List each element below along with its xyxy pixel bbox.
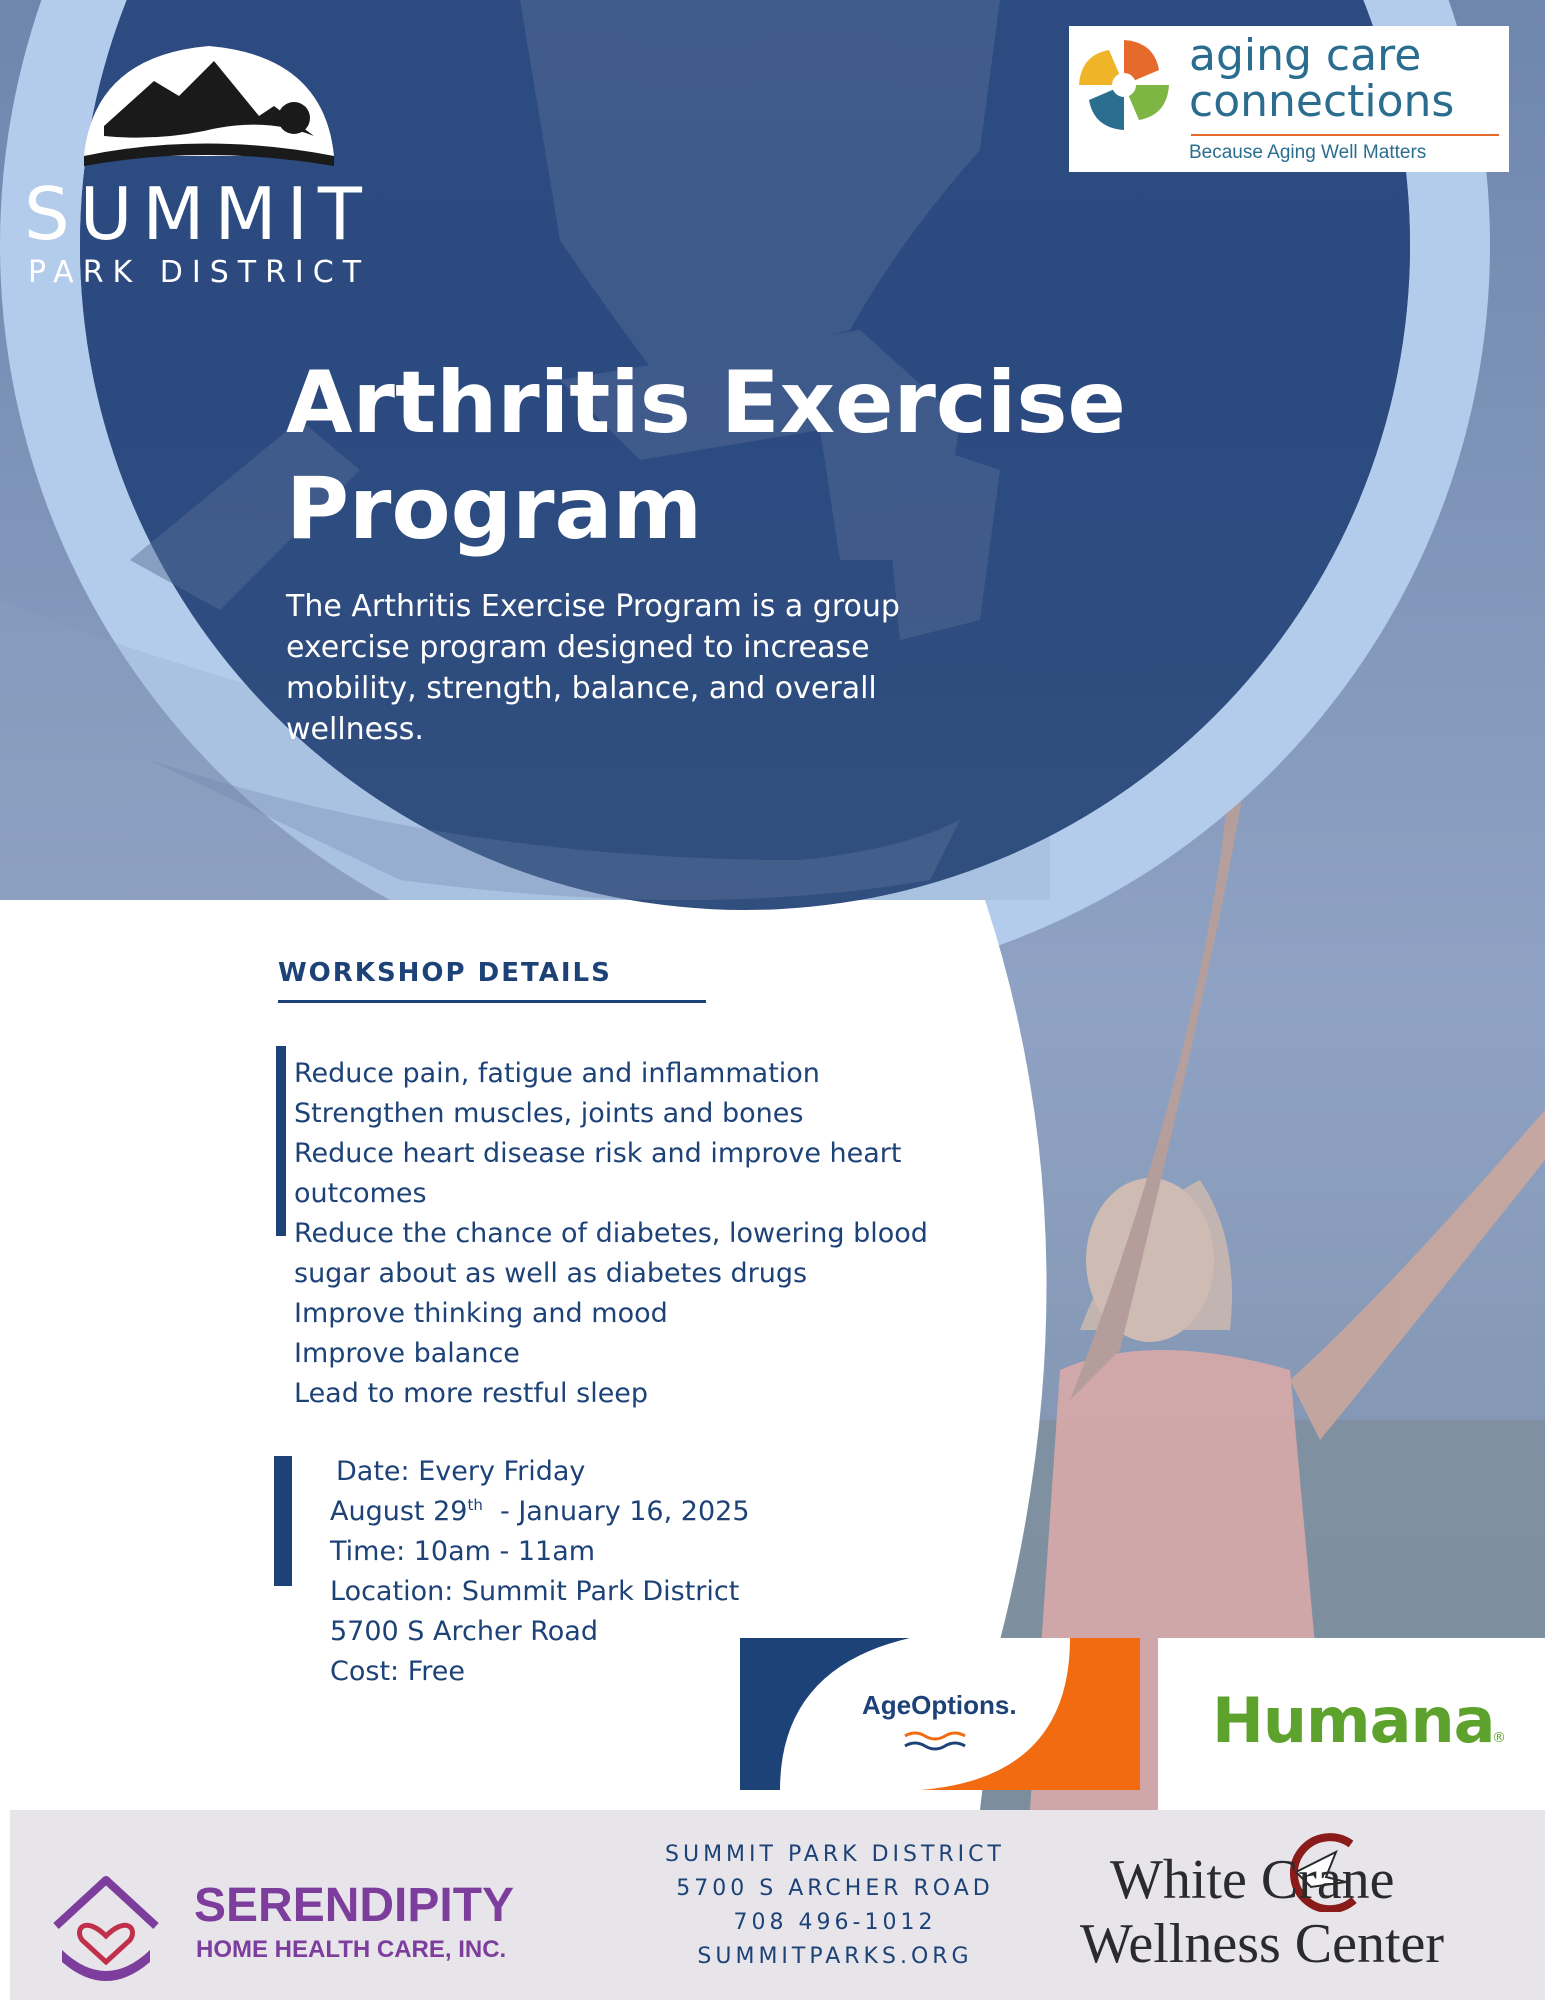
benefits-list <box>294 1054 974 1414</box>
park-district-wordmark: PARK DISTRICT <box>28 255 371 290</box>
schedule-accent-bar <box>274 1456 292 1586</box>
aging-care-tagline: Because Aging Well Matters <box>1189 142 1427 163</box>
contact-website: SUMMITPARKS.ORG <box>697 1944 973 1969</box>
summit-park-district-logo <box>20 30 400 300</box>
benefit-item: Improve balance <box>294 1338 520 1369</box>
aging-care-connections-logo <box>1069 26 1509 172</box>
registered-mark: ® <box>1492 1730 1506 1746</box>
benefit-item: Lead to more restful sleep <box>294 1378 649 1409</box>
humana-logo <box>1158 1638 1545 1810</box>
wellness-center-text: Wellness Center <box>1080 1913 1445 1975</box>
benefit-item: Reduce pain, fatigue and inflammation <box>294 1058 820 1089</box>
page-title <box>286 350 1186 562</box>
house-heart-icon <box>46 1866 166 1984</box>
pinwheel-icon <box>1069 30 1179 140</box>
summit-wordmark: SUMMIT <box>24 172 372 256</box>
schedule-cost: Cost: Free <box>330 1656 465 1687</box>
schedule-time: Time: 10am - 11am <box>330 1536 596 1567</box>
humana-wordmark: Humana <box>1212 1684 1495 1757</box>
schedule-location: Location: Summit Park District <box>330 1576 740 1607</box>
schedule-range: August 29th - January 16, 2025 <box>330 1496 750 1527</box>
white-crane-text: White Crane <box>1110 1849 1395 1911</box>
logo-divider <box>1191 134 1499 136</box>
ageoptions-text: AgeOptions. <box>862 1690 1017 1720</box>
workshop-heading: WORKSHOP DETAILS <box>278 958 612 988</box>
serendipity-name: SERENDIPITY <box>194 1879 515 1932</box>
benefit-item: Reduce heart disease risk and improve heart outcomes <box>294 1138 902 1209</box>
intro-paragraph: The Arthritis Exercise Program is a group exercise program designed to increase mobility, strength, balance, and overall wellness. <box>286 589 900 747</box>
connections-text: connections <box>1189 76 1455 127</box>
contact-address: 5700 S ARCHER ROAD <box>676 1876 994 1901</box>
serendipity-subtitle: HOME HEALTH CARE, INC. <box>196 1936 507 1963</box>
benefit-item: Strengthen muscles, joints and bones <box>294 1098 804 1129</box>
title-line-1: Arthritis Exercise <box>286 353 1126 453</box>
mountain-icon <box>84 36 334 176</box>
white-crane-logo <box>1066 1830 1536 1990</box>
schedule-address: 5700 S Archer Road <box>330 1616 598 1647</box>
ageoptions-logo <box>740 1638 1140 1790</box>
aging-care-text: aging care <box>1189 30 1422 81</box>
benefits-accent-bar <box>276 1046 286 1236</box>
schedule-date: Date: Every Friday <box>336 1456 586 1487</box>
benefit-item: Improve thinking and mood <box>294 1298 668 1329</box>
title-line-2: Program <box>286 459 703 559</box>
contact-block <box>620 1838 1050 1974</box>
contact-phone: 708 496-1012 <box>733 1910 937 1935</box>
workshop-heading-underline <box>278 1000 706 1003</box>
footer <box>10 1810 1545 2000</box>
benefit-item: Reduce the chance of diabetes, lowering blood sugar about as well as diabetes drugs <box>294 1218 928 1289</box>
contact-org: SUMMIT PARK DISTRICT <box>665 1842 1005 1867</box>
